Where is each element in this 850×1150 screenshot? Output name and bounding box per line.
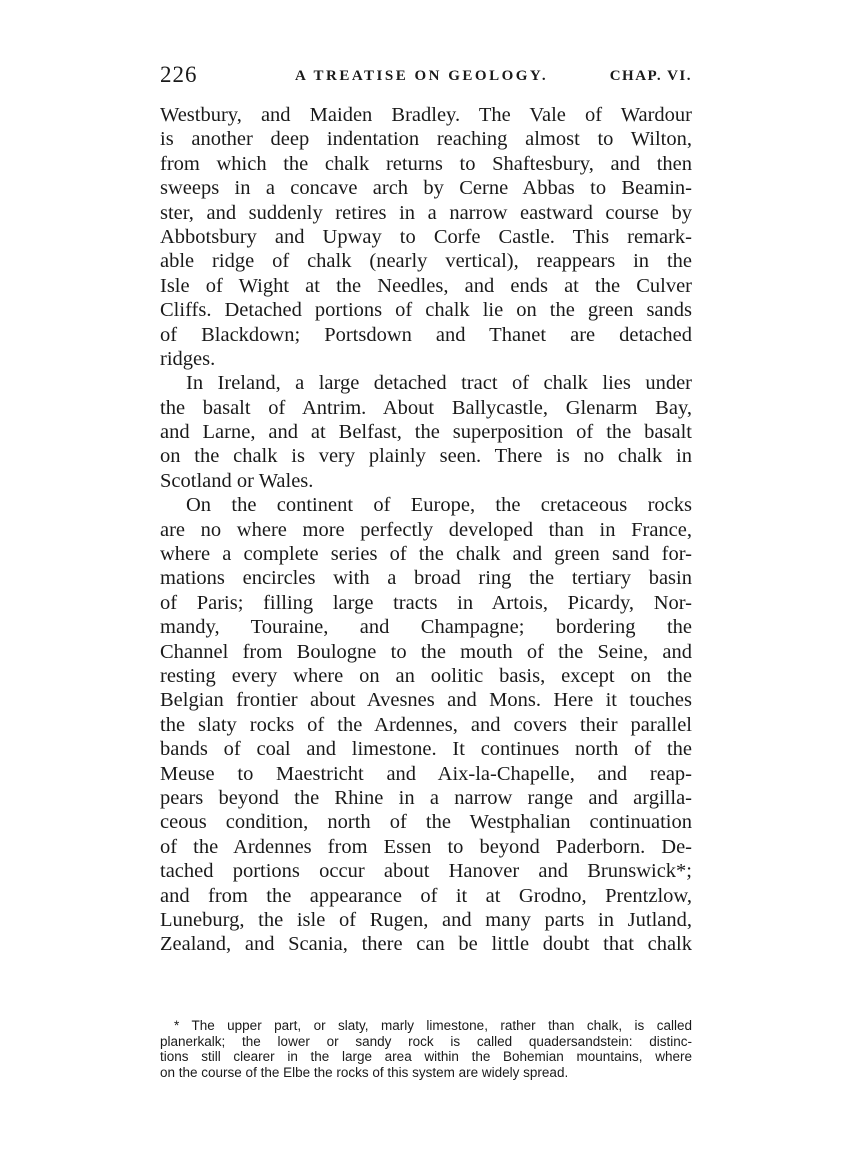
footnote-line: planerkalk; the lower or sandy rock is called quadersandstein: distinc- xyxy=(160,1033,692,1049)
text-line: Channel from Boulogne to the mouth of the Seine, and xyxy=(160,640,692,663)
text-line: Zealand, and Scania, there can be little doubt that chalk xyxy=(160,933,692,956)
page-number: 226 xyxy=(160,62,198,87)
text-line: resting every where on an oolitic basis, except on the xyxy=(160,664,692,687)
text-line: bands of coal and limestone. It continues north of the xyxy=(160,738,692,761)
text-line: from which the chalk returns to Shaftesbury, and then xyxy=(160,152,692,175)
text-line: are no where more perfectly developed than in France, xyxy=(160,518,692,541)
text-line: In Ireland, a large detached tract of chalk lies under xyxy=(186,372,692,395)
page-header xyxy=(160,62,692,96)
text-line: able ridge of chalk (nearly vertical), reappears in the xyxy=(160,250,692,273)
text-line: mandy, Touraine, and Champagne; bordering the xyxy=(160,616,692,639)
text-line: of the Ardennes from Essen to beyond Paderborn. De- xyxy=(160,835,692,858)
text-line: and from the appearance of it at Grodno, Prentzlow, xyxy=(160,884,692,907)
footnote-line: tions still clearer in the large area within the Bohemian mountains, where xyxy=(160,1049,692,1065)
text-line: of Blackdown; Portsdown and Thanet are detached xyxy=(160,323,692,346)
footnote xyxy=(160,1018,692,1080)
text-line: the basalt of Antrim. About Ballycastle, Glenarm Bay, xyxy=(160,396,692,419)
body-text xyxy=(160,103,692,957)
chapter-label: CHAP. VI. xyxy=(609,68,692,84)
footnote-line: * The upper part, or slaty, marly limestone, rather than chalk, is called xyxy=(174,1018,692,1033)
text-line: Abbotsbury and Upway to Corfe Castle. This remark- xyxy=(160,225,692,248)
text-line: sweeps in a concave arch by Cerne Abbas to Beamin- xyxy=(160,177,692,200)
text-line: on the chalk is very plainly seen. There is no chalk in xyxy=(160,445,692,468)
text-line: the slaty rocks of the Ardennes, and covers their parallel xyxy=(160,713,692,736)
text-line: Belgian frontier about Avesnes and Mons. Here it touches xyxy=(160,689,692,712)
text-line: Westbury, and Maiden Bradley. The Vale of Wardour xyxy=(160,104,692,126)
text-line: ridges. xyxy=(160,347,216,370)
text-line: Isle of Wight at the Needles, and ends at the Culver xyxy=(160,274,692,297)
text-line: ceous condition, north of the Westphalian continuation xyxy=(160,811,692,834)
text-line: tached portions occur about Hanover and Brunswick*; xyxy=(160,860,692,883)
text-line: On the continent of Europe, the cretaceous rocks xyxy=(186,494,692,517)
text-line: Meuse to Maestricht and Aix-la-Chapelle, and reap- xyxy=(160,762,692,785)
text-line: mations encircles with a broad ring the tertiary basin xyxy=(160,567,692,590)
text-line: and Larne, and at Belfast, the superposition of the basalt xyxy=(160,421,692,444)
running-title: A TREATISE ON GEOLOGY. xyxy=(295,68,549,84)
text-line: pears beyond the Rhine in a narrow range and argilla- xyxy=(160,786,692,809)
text-line: where a complete series of the chalk and green sand for- xyxy=(160,543,692,566)
footnote-line: on the course of the Elbe the rocks of this system are widely spread. xyxy=(160,1064,569,1080)
text-line: is another deep indentation reaching almost to Wilton, xyxy=(160,128,692,151)
text-line: Luneburg, the isle of Rugen, and many parts in Jutland, xyxy=(160,908,692,931)
text-line: of Paris; filling large tracts in Artois, Picardy, Nor- xyxy=(160,591,692,614)
text-line: ster, and suddenly retires in a narrow eastward course by xyxy=(160,201,692,224)
text-line: Scotland or Wales. xyxy=(160,469,314,492)
text-line: Cliffs. Detached portions of chalk lie on the green sands xyxy=(160,299,692,322)
